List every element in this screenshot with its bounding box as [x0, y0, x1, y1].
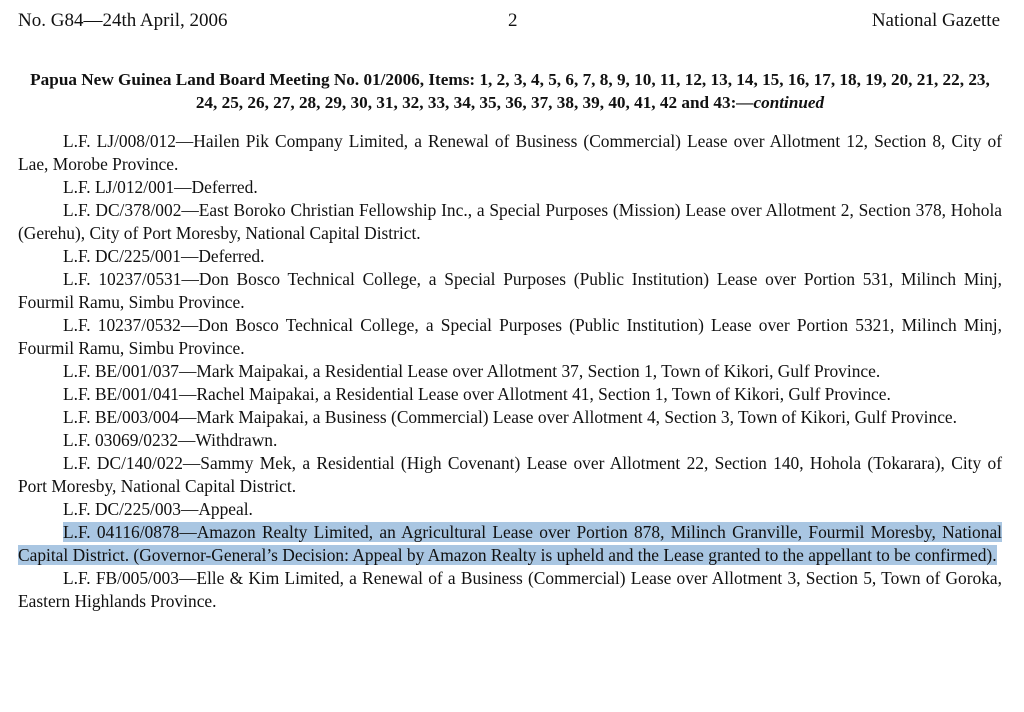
entry-lj-012-001 [18, 176, 1002, 199]
page-number: 2 [508, 10, 518, 31]
entry-text: L.F. BE/001/041—Rachel Maipakai, a Residential Lease over Allotment 41, Section 1, Town of Kikori, Gulf Province. [63, 384, 891, 404]
entry-lj-008-012 [18, 130, 1002, 176]
entry-text: L.F. 10237/0532—Don Bosco Technical College, a Special Purposes (Public Institution) Lease over Portion 5321, Milinch Minj, Fourmil Ramu, Simbu Province. [18, 315, 1002, 358]
entry-04116-0878-highlighted[interactable] [18, 521, 1002, 567]
continued-label: —continued [736, 93, 825, 112]
page-header [18, 10, 1000, 38]
publication-name: National Gazette [871, 10, 1000, 31]
entry-dc-378-002 [18, 199, 1002, 245]
entry-fb-005-003 [18, 567, 1002, 613]
entry-10237-0532 [18, 314, 1002, 360]
lease-entries [18, 130, 1002, 613]
entry-text: L.F. BE/003/004—Mark Maipakai, a Business (Commercial) Lease over Allotment 4, Section 3, Town of Kikori, Gulf Province. [63, 407, 957, 427]
entry-text: L.F. 03069/0232—Withdrawn. [63, 430, 278, 450]
entry-text: L.F. BE/001/037—Mark Maipakai, a Residential Lease over Allotment 37, Section 1, Town of Kikori, Gulf Province. [63, 361, 881, 381]
entry-be-003-004 [18, 406, 1002, 429]
entry-10237-0531 [18, 268, 1002, 314]
entry-be-001-037 [18, 360, 1002, 383]
entry-text: L.F. DC/225/003—Appeal. [63, 499, 253, 519]
gazette-issue: No. G84—24th April, 2006 [18, 10, 228, 31]
entry-text: L.F. LJ/012/001—Deferred. [63, 177, 258, 197]
meeting-title [18, 68, 1002, 114]
entry-03069-0232 [18, 429, 1002, 452]
entry-text: L.F. LJ/008/012—Hailen Pik Company Limited, a Renewal of Business (Commercial) Lease over Allotment 12, Section 8, City of Lae, Morobe Province. [18, 131, 1002, 174]
entry-text: L.F. DC/140/022—Sammy Mek, a Residential (High Covenant) Lease over Allotment 22, Section 140, Hohola (Tokarara), City of Port Moresby, National Capital District. [18, 453, 1002, 496]
entry-dc-225-003 [18, 498, 1002, 521]
entry-text: L.F. FB/005/003—Elle & Kim Limited, a Renewal of a Business (Commercial) Lease over Allotment 3, Section 5, Town of Goroka, Eastern Highlands Province. [18, 568, 1002, 611]
entry-dc-225-001 [18, 245, 1002, 268]
entry-text: L.F. DC/225/001—Deferred. [63, 246, 265, 266]
meeting-title-text: Papua New Guinea Land Board Meeting No. 01/2006, Items: 1, 2, 3, 4, 5, 6, 7, 8, 9, 10, 11, 12, 13, 14, 15, 16, 17, 18, 19, 20, 21, 22, 23, 24, 25, 26, 27, 28, 29, 30, 31, 32, 33, 34, 35, 36, 37, 38, 39, 40, 41, 42 and 43: [30, 70, 990, 112]
entry-be-001-041 [18, 383, 1002, 406]
entry-text: L.F. DC/378/002—East Boroko Christian Fellowship Inc., a Special Purposes (Mission) Lease over Allotment 2, Section 378, Hohola (Gerehu), City of Port Moresby, National Capital District. [18, 200, 1002, 243]
entry-dc-140-022 [18, 452, 1002, 498]
highlighted-selection[interactable]: L.F. 04116/0878—Amazon Realty Limited, an Agricultural Lease over Portion 878, Milinch Granville, Fourmil Moresby, National Capital District. (Governor-General’s Decision: Appeal by Amazon Realty is upheld and the Lease granted to the appellant to be confirmed). [18, 522, 1002, 565]
entry-text: L.F. 10237/0531—Don Bosco Technical College, a Special Purposes (Public Institution) Lease over Portion 531, Milinch Minj, Fourmil Ramu, Simbu Province. [18, 269, 1002, 312]
